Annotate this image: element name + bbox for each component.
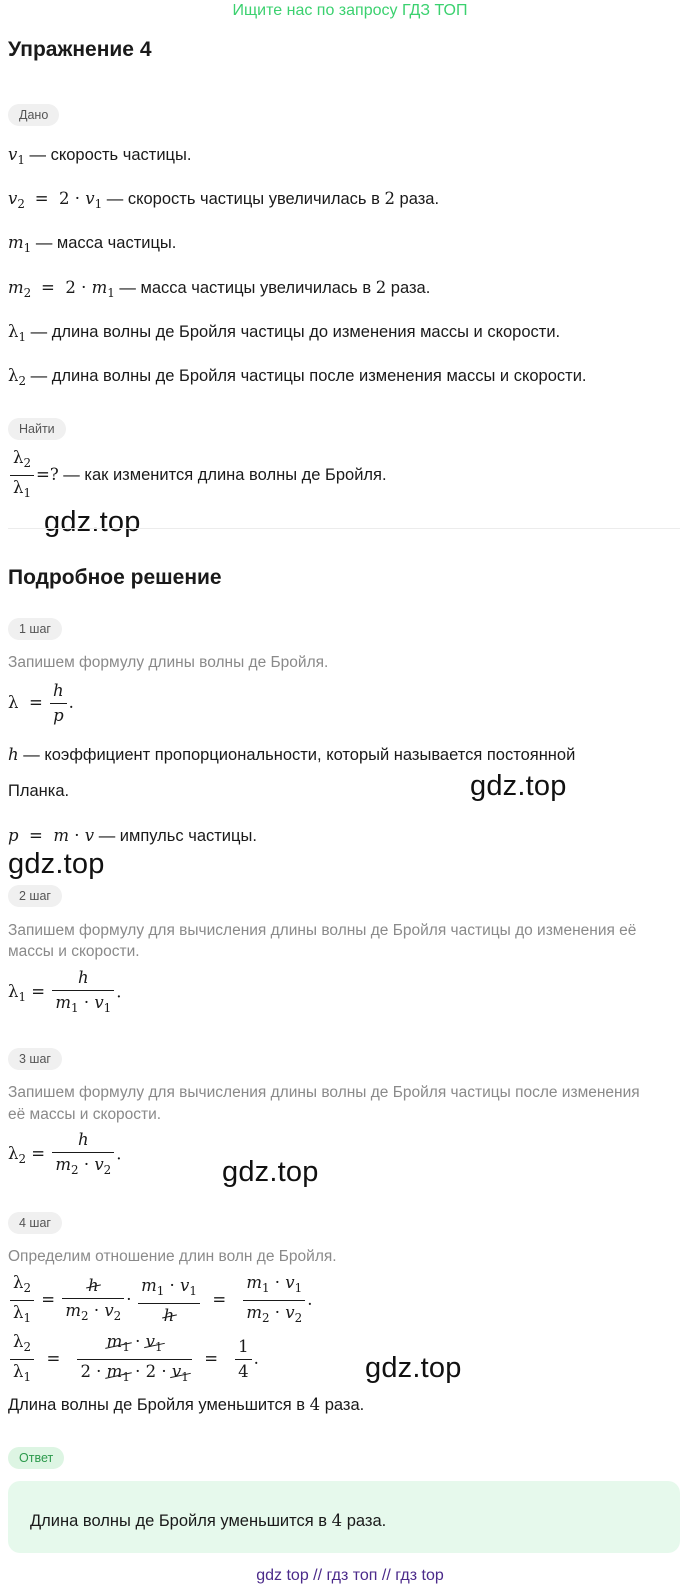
watermark-text: gdz.top: [8, 848, 105, 880]
footer-link-3[interactable]: гдз top: [395, 1567, 444, 1584]
step1-p-line: p = m · v — импульс частицы.: [8, 826, 257, 845]
given-l2-text: — скорость частицы увеличилась в: [106, 190, 380, 208]
find-text: — как изменится длина волны де Бройля.: [63, 466, 387, 485]
watermark-text: gdz.top: [365, 1352, 462, 1384]
step4-desc: Определим отношение длин волн де Бройля.: [8, 1248, 337, 1265]
step3-label: 3 шаг: [8, 1048, 62, 1070]
footer-link-1[interactable]: gdz top: [256, 1567, 309, 1584]
step1-p-text: — импульс частицы.: [98, 827, 257, 845]
given-l1-text: — скорость частицы.: [29, 146, 192, 164]
step4-formula-1: $\frac{\lambda_2}{\lambda_1}$ = $\frac{h}{m_2 \cdot v_2}$ · $\frac{m_1 \cdot v_1}{h}$ = $\frac{m_1 \cdot v_1}{m_2 \cdot v_2}$ .: [8, 1271, 312, 1330]
given-line-4: $m_2 = 2 \cdot m_1$ — масса частицы увеличилась в 2 раза.: [8, 278, 431, 301]
step3-formula: $\lambda_2$ = $\frac{h}{m_2 \cdot v_2}$ .: [8, 1130, 122, 1178]
step4-formula-2: $\frac{\lambda_2}{\lambda_1}$ = $\frac{m_1 \cdot v_1}{2 \cdot m_1 \cdot 2 \cdot v_1}$ = $\frac{1}{4}$ .: [8, 1330, 259, 1389]
footer-link-2[interactable]: гдз топ: [326, 1567, 378, 1584]
given-l4-end: раза.: [390, 279, 431, 297]
watermark-text: gdz.top: [222, 1156, 319, 1188]
given-line-3: $m_1$ — масса частицы.: [8, 233, 177, 256]
answer-chip: [8, 1447, 64, 1469]
given-l2-num: 2: [384, 189, 395, 208]
find-label: Найти: [8, 418, 66, 440]
step4-conclusion-num: 4: [309, 1395, 321, 1414]
given-line-6: $\lambda_2$ — длина волны де Бройля частицы после изменения массы и скорости.: [8, 366, 587, 389]
step1-formula: λ = $\frac{h}{p}$ .: [8, 681, 74, 725]
watermark-text: gdz.top: [470, 770, 567, 802]
step2-label: 2 шаг: [8, 885, 62, 907]
step3-desc-2: её массы и скорости.: [8, 1106, 162, 1123]
step1-h-text: — коэффициент пропорциональности, который называется постоянной: [23, 746, 576, 764]
step2-desc-2: массы и скорости.: [8, 943, 140, 960]
step2-formula: $\lambda_1$ = $\frac{h}{m_1 \cdot v_1}$ .: [8, 968, 122, 1016]
given-l2-end: раза.: [399, 190, 440, 208]
answer-text: [30, 1511, 386, 1531]
given-l5-text: — длина волны де Бройля частицы до изменения массы и скорости.: [30, 323, 561, 341]
step4-chip: [8, 1212, 62, 1234]
step3-desc-1: Запишем формулу для вычисления длины волны де Бройля частицы после изменения: [8, 1084, 640, 1101]
step3-chip: [8, 1048, 62, 1070]
page-title: Упражнение 4: [8, 38, 152, 61]
watermark-text: gdz.top: [44, 506, 141, 538]
step4-conclusion-text: Длина волны де Бройля уменьшится в: [8, 1396, 306, 1414]
step4-conclusion: [8, 1394, 364, 1416]
find-chip: [8, 418, 66, 440]
answer-num: 4: [331, 1511, 343, 1530]
step1-label: 1 шаг: [8, 618, 62, 640]
step4-label: 4 шаг: [8, 1212, 62, 1234]
solution-title: Подробное решение: [8, 566, 222, 589]
given-chip: [8, 104, 59, 126]
answer-label: Ответ: [8, 1447, 64, 1469]
answer-end: раза.: [346, 1512, 387, 1530]
find-line: $\frac{\lambda_2}{\lambda_1}$ =? — как изменится длина волны де Бройля.: [8, 446, 387, 505]
footer-separator: //: [313, 1567, 323, 1584]
search-hint-link[interactable]: Ищите нас по запросу ГДЗ ТОП: [232, 2, 468, 19]
given-line-1: $v_1$ — скорость частицы.: [8, 145, 192, 168]
step1-chip: [8, 618, 62, 640]
step2-desc-1: Запишем формулу для вычисления длины волны де Бройля частицы до изменения её: [8, 922, 637, 939]
given-label: Дано: [8, 104, 59, 126]
given-l4-num: 2: [375, 278, 387, 297]
step1-h-line-2: Планка.: [8, 782, 70, 800]
footer-links: [0, 1567, 700, 1585]
section-divider: [8, 528, 680, 529]
step1-desc: Запишем формулу длины волны де Бройля.: [8, 654, 329, 671]
step2-chip: [8, 885, 62, 907]
answer-text-main: Длина волны де Бройля уменьшится в: [30, 1512, 328, 1530]
step1-h-line: h — коэффициент пропорциональности, который называется постоянной: [8, 745, 576, 764]
given-line-2: $v_2 = 2 \cdot v_1$ — скорость частицы увеличилась в 2 раза.: [8, 189, 440, 212]
footer-separator: //: [381, 1567, 391, 1584]
given-l4-text: — масса частицы увеличилась в: [119, 279, 372, 297]
step4-conclusion-end: раза.: [324, 1396, 365, 1414]
given-l3-text: — масса частицы.: [35, 234, 177, 252]
given-line-5: $\lambda_1$ — длина волны де Бройля частицы до изменения массы и скорости.: [8, 322, 561, 345]
given-l6-text: — длина волны де Бройля частицы после изменения массы и скорости.: [30, 367, 587, 385]
